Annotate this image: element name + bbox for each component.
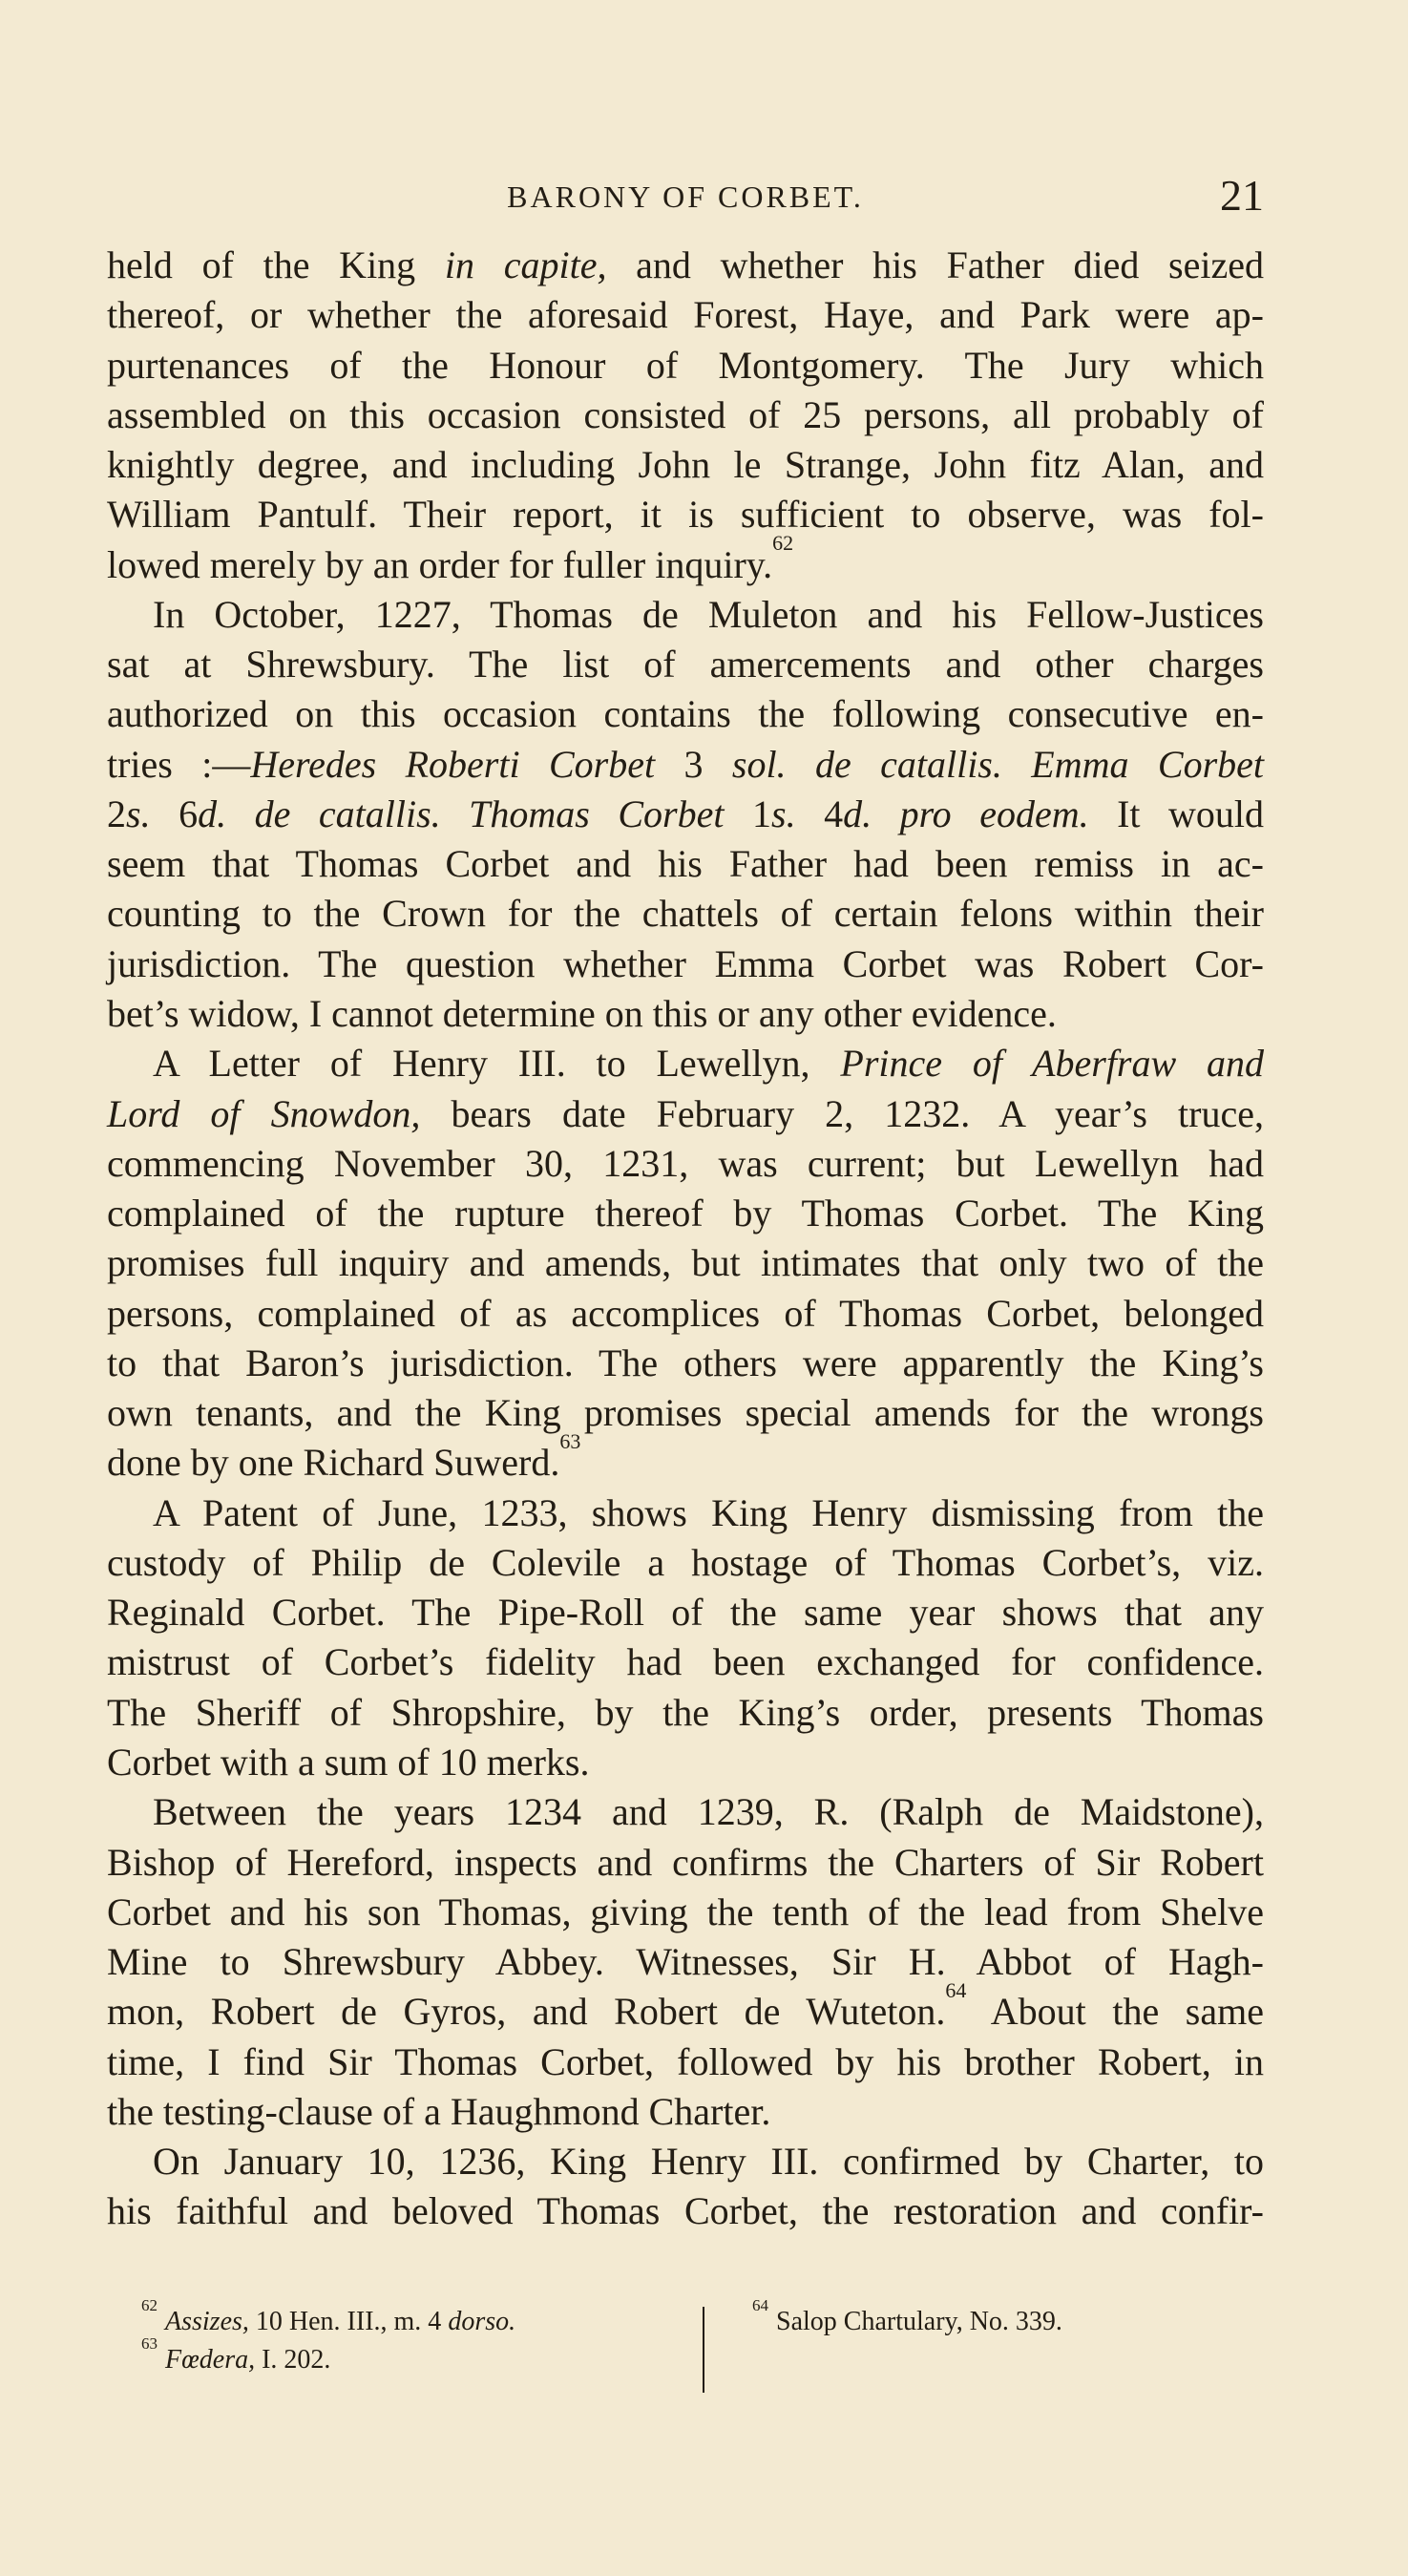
text-line [107, 2087, 1264, 2137]
text-run: thereof, or whether the aforesaid Forest, Haye, and Park were ap- [107, 293, 1264, 337]
text-run: Bishop of Hereford, inspects and confirms the Charters of Sir Robert [107, 1840, 1264, 1884]
text-line [107, 1977, 1264, 2037]
text-line [107, 1238, 1264, 1288]
text-run: 4 [795, 792, 844, 835]
text-run: bears date February 2, 1232. A year’s truce, [420, 1091, 1264, 1135]
text-line [107, 790, 1264, 839]
italic-text: Heredes Roberti Corbet [250, 742, 656, 786]
running-head-title: BARONY OF CORBET. [507, 179, 864, 214]
text-run: his faithful and beloved Thomas Corbet, the restoration and confir- [107, 2189, 1264, 2233]
running-head [107, 170, 1264, 227]
text-line [107, 531, 1264, 590]
text-run: 2 [107, 792, 126, 835]
text-run: authorized on this occasion contains the following consecutive en- [107, 692, 1264, 736]
text-line [107, 490, 1264, 539]
italic-text: sol. de catallis. [731, 742, 1002, 786]
footnotes-left-column [141, 2295, 685, 2379]
text-run: purtenances of the Honour of Montgomery. The Jury which [107, 343, 1264, 387]
italic-text: in capite, [444, 243, 607, 286]
text-run: commencing November 30, 1231, was current; but Lewellyn had [107, 1141, 1264, 1185]
text-line [107, 1637, 1264, 1687]
footnote-ref: 62 [141, 2295, 158, 2314]
footnotes-right-column [752, 2295, 1191, 2341]
text-line [107, 1688, 1264, 1738]
text-line [107, 1089, 1264, 1139]
footnote [141, 2333, 685, 2379]
text-run: and whether his Father died seized [606, 243, 1264, 286]
text-line [107, 2038, 1264, 2087]
text-run: Salop Chartulary, No. 339. [776, 2307, 1062, 2336]
text-run: 1 [724, 792, 771, 835]
italic-text: d. de catallis. [198, 792, 441, 835]
text-line [107, 1489, 1264, 1538]
text-run: Reginald Corbet. The Pipe-Roll of the same year shows that any [107, 1591, 1264, 1635]
text-line [107, 740, 1264, 790]
text-line [107, 689, 1264, 739]
text-run: It would [1088, 792, 1265, 835]
body-text [107, 241, 1264, 2237]
text-run: I. 202. [255, 2345, 331, 2375]
footnote-ref: 63 [559, 1429, 581, 1454]
text-run: mon, Robert de Gyros, and Robert de Wuteton. [107, 1990, 946, 2034]
footnote [752, 2295, 1191, 2341]
text-run: tries :— [107, 742, 251, 786]
italic-text: Prince of Aberfraw and [840, 1042, 1265, 1086]
text-line [107, 1538, 1264, 1588]
italic-text: s. [126, 792, 151, 835]
text-line [107, 391, 1264, 440]
text-run: bet’s widow, I cannot determine on this or any other evidence. [107, 991, 1057, 1035]
text-line [107, 290, 1264, 340]
text-line [107, 989, 1264, 1039]
text-line [107, 1388, 1264, 1438]
text-line [107, 1888, 1264, 1937]
text-line [107, 1588, 1264, 1637]
italic-text: dorso. [448, 2307, 516, 2336]
text-line [107, 590, 1264, 640]
text-run: persons, complained of as accomplices of Thomas Corbet, belonged [107, 1291, 1264, 1335]
italic-text: s. [771, 792, 796, 835]
footnote-ref: 63 [141, 2333, 158, 2353]
text-line [107, 1429, 1264, 1488]
text-line [107, 1039, 1264, 1088]
italic-text: Emma Corbet [1031, 742, 1265, 786]
text-run: Corbet and his son Thomas, giving the tenth of the lead from Shelve [107, 1890, 1264, 1933]
page-number: 21 [1220, 171, 1264, 220]
text-line [107, 2137, 1264, 2186]
text-run: A Patent of June, 1233, shows King Henry dismissing from the [153, 1490, 1264, 1534]
text-line [107, 1937, 1264, 1987]
text-run: promises full inquiry and amends, but intimates that only two of the [107, 1241, 1264, 1285]
text-run: Between the years 1234 and 1239, R. (Ralph de Maidstone), [153, 1790, 1264, 1834]
italic-text: Lord of Snowdon, [107, 1091, 421, 1135]
footnotes [141, 2295, 1191, 2418]
text-run [1002, 743, 1031, 786]
text-run: counting to the Crown for the chattels of certain felons within their [107, 892, 1264, 936]
italic-text: d. pro eodem. [843, 792, 1089, 835]
footnote-divider [703, 2307, 704, 2393]
text-line [107, 640, 1264, 689]
text-run: knightly degree, and including John le Strange, John fitz Alan, and [107, 443, 1264, 487]
text-line [107, 1787, 1264, 1837]
italic-text: Fœdera, [165, 2345, 256, 2375]
text-run: On January 10, 1236, King Henry III. confirmed by Charter, to [153, 2140, 1264, 2184]
text-run: sat at Shrewsbury. The list of amercements and other charges [107, 643, 1264, 686]
text-run: held of the King [107, 243, 445, 286]
text-run: assembled on this occasion consisted of 25 persons, all probably of [107, 392, 1264, 436]
footnote-ref: 64 [945, 1977, 967, 2002]
italic-text: Assizes, [165, 2307, 249, 2336]
text-line [107, 1738, 1264, 1787]
text-line [107, 1289, 1264, 1339]
text-line [107, 341, 1264, 391]
text-run: 3 [655, 742, 732, 786]
text-run: Mine to Shrewsbury Abbey. Witnesses, Sir H. Abbot of Hagh- [107, 1940, 1264, 1984]
footnote-ref: 64 [752, 2295, 768, 2314]
text-run [441, 792, 470, 835]
text-run: mistrust of Corbet’s fidelity had been exchanged for confidence. [107, 1640, 1264, 1684]
text-line [107, 1189, 1264, 1238]
text-run: About the same [966, 1990, 1264, 2034]
text-line [107, 839, 1264, 889]
text-run: The Sheriff of Shropshire, by the King’s order, presents Thomas [107, 1690, 1264, 1734]
text-run: seem that Thomas Corbet and his Father had been remiss in ac- [107, 842, 1264, 886]
text-run: Corbet with a sum of 10 merks. [107, 1740, 590, 1784]
text-line [107, 241, 1264, 290]
text-line [107, 2186, 1264, 2236]
text-line [107, 889, 1264, 939]
text-run: William Pantulf. Their report, it is sufficient to observe, was fol- [107, 493, 1264, 537]
text-line [107, 440, 1264, 490]
italic-text: Thomas Corbet [469, 792, 725, 835]
text-line [107, 1139, 1264, 1189]
text-run: the testing-clause of a Haughmond Charter. [107, 2089, 771, 2133]
text-run: A Letter of Henry III. to Lewellyn, [153, 1042, 841, 1086]
text-run: lowed merely by an order for fuller inquiry. [107, 542, 773, 586]
text-run: done by one Richard Suwerd. [107, 1441, 560, 1485]
text-line [107, 1838, 1264, 1888]
text-run: In October, 1227, Thomas de Muleton and his Fellow-Justices [153, 592, 1264, 636]
footnote [141, 2295, 685, 2341]
text-run: own tenants, and the King promises special amends for the wrongs [107, 1391, 1264, 1435]
text-line [107, 940, 1264, 989]
footnote-ref: 62 [772, 531, 794, 556]
text-run: time, I find Sir Thomas Corbet, followed by his brother Robert, in [107, 2039, 1264, 2083]
text-run: to that Baron’s jurisdiction. The others were apparently the King’s [107, 1341, 1264, 1384]
text-line [107, 1339, 1264, 1388]
text-run: 10 Hen. III., m. 4 [248, 2307, 449, 2336]
text-run: jurisdiction. The question whether Emma Corbet was Robert Cor- [107, 941, 1264, 985]
text-run: custody of Philip de Colevile a hostage of Thomas Corbet’s, viz. [107, 1540, 1264, 1584]
text-run: 6 [150, 792, 199, 835]
text-run: complained of the rupture thereof by Thomas Corbet. The King [107, 1192, 1264, 1235]
